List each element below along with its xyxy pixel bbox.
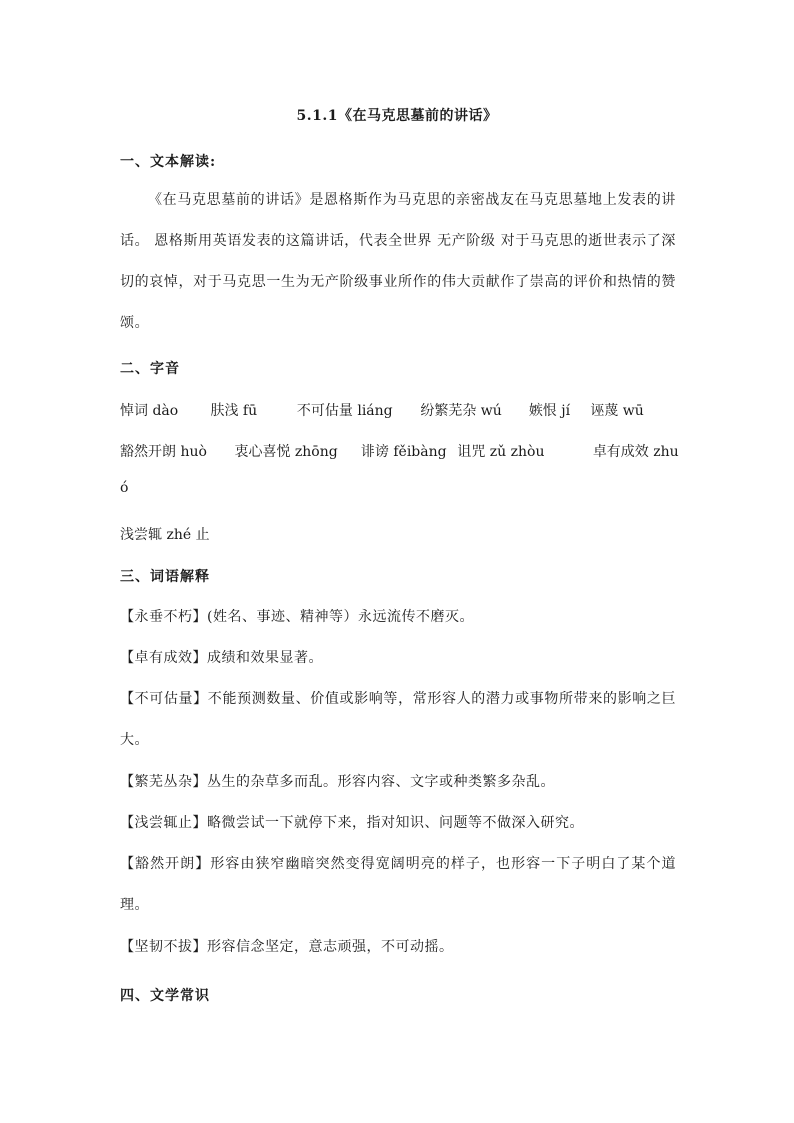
pronunciation-item: 诬蔑 wū — [590, 403, 644, 419]
pronunciation-row-2 — [120, 441, 680, 461]
pronunciation-item: 不可估量 liáng — [296, 403, 393, 419]
vocabulary-item: 【卓有成效】成绩和效果显著。 — [120, 650, 323, 666]
pronunciation-row-3: 浅尝辄 zhé 止 — [120, 527, 210, 543]
pronunciation-item: 悼词 dào — [120, 403, 179, 419]
vocabulary-item: 【不可估量】不能预测数量、价值或影响等，常形容人的潜力或事物所带来的影响之巨大。 — [120, 691, 676, 748]
section-heading-pronunciation: 二、字音 — [120, 361, 180, 377]
vocabulary-item: 【浅尝辄止】略微尝试一下就停下来，指对知识、问题等不做深入研究。 — [120, 815, 584, 831]
pronunciation-item: 衷心喜悦 zhōng — [234, 444, 338, 460]
pronunciation-item: 肤浅 fū — [210, 403, 258, 419]
pronunciation-row-1 — [120, 400, 680, 420]
section-heading-text-reading: 一、文本解读: — [120, 154, 217, 170]
pronunciation-item: 诽谤 fěibàng — [360, 444, 447, 460]
vocabulary-item: 【繁芜丛杂】丛生的杂草多而乱。形容内容、文字或种类繁多杂乱。 — [120, 774, 555, 790]
section-heading-vocabulary: 三、词语解释 — [120, 569, 210, 585]
vocabulary-item: 【永垂不朽】(姓名、事迹、精神等）永远流传不磨灭。 — [120, 609, 474, 625]
section-heading-literary-knowledge: 四、文学常识 — [120, 988, 210, 1004]
pronunciation-item: 卓有成效 zhu — [592, 444, 679, 460]
pronunciation-item: 纷繁芜杂 wú — [420, 403, 502, 419]
pronunciation-row-2-wrap: ó — [120, 480, 129, 496]
pronunciation-item: 诅咒 zǔ zhòu — [457, 444, 545, 460]
vocabulary-item: 【豁然开朗】形容由狭窄幽暗突然变得宽阔明亮的样子，也形容一下子明白了某个道理。 — [120, 856, 676, 913]
pronunciation-item: 嫉恨 jí — [528, 403, 571, 419]
document-title: 5.1.1《在马克思墓前的讲话》 — [296, 108, 498, 124]
text-reading-paragraph: 《在马克思墓前的讲话》是恩格斯作为马克思的亲密战友在马克思墓地上发表的讲话。 恩格斯用英语发表的这篇讲话，代表全世界 无产阶级 对于马克思的逝世表示了深切的哀悼，对于马克思一生为无产阶级事业所作的伟大贡献作了崇高的评价和热情的赞颂。 — [120, 192, 676, 331]
pronunciation-item: 豁然开朗 huò — [120, 444, 207, 460]
vocabulary-item: 【坚韧不拔】形容信念坚定，意志顽强，不可动摇。 — [120, 939, 454, 955]
